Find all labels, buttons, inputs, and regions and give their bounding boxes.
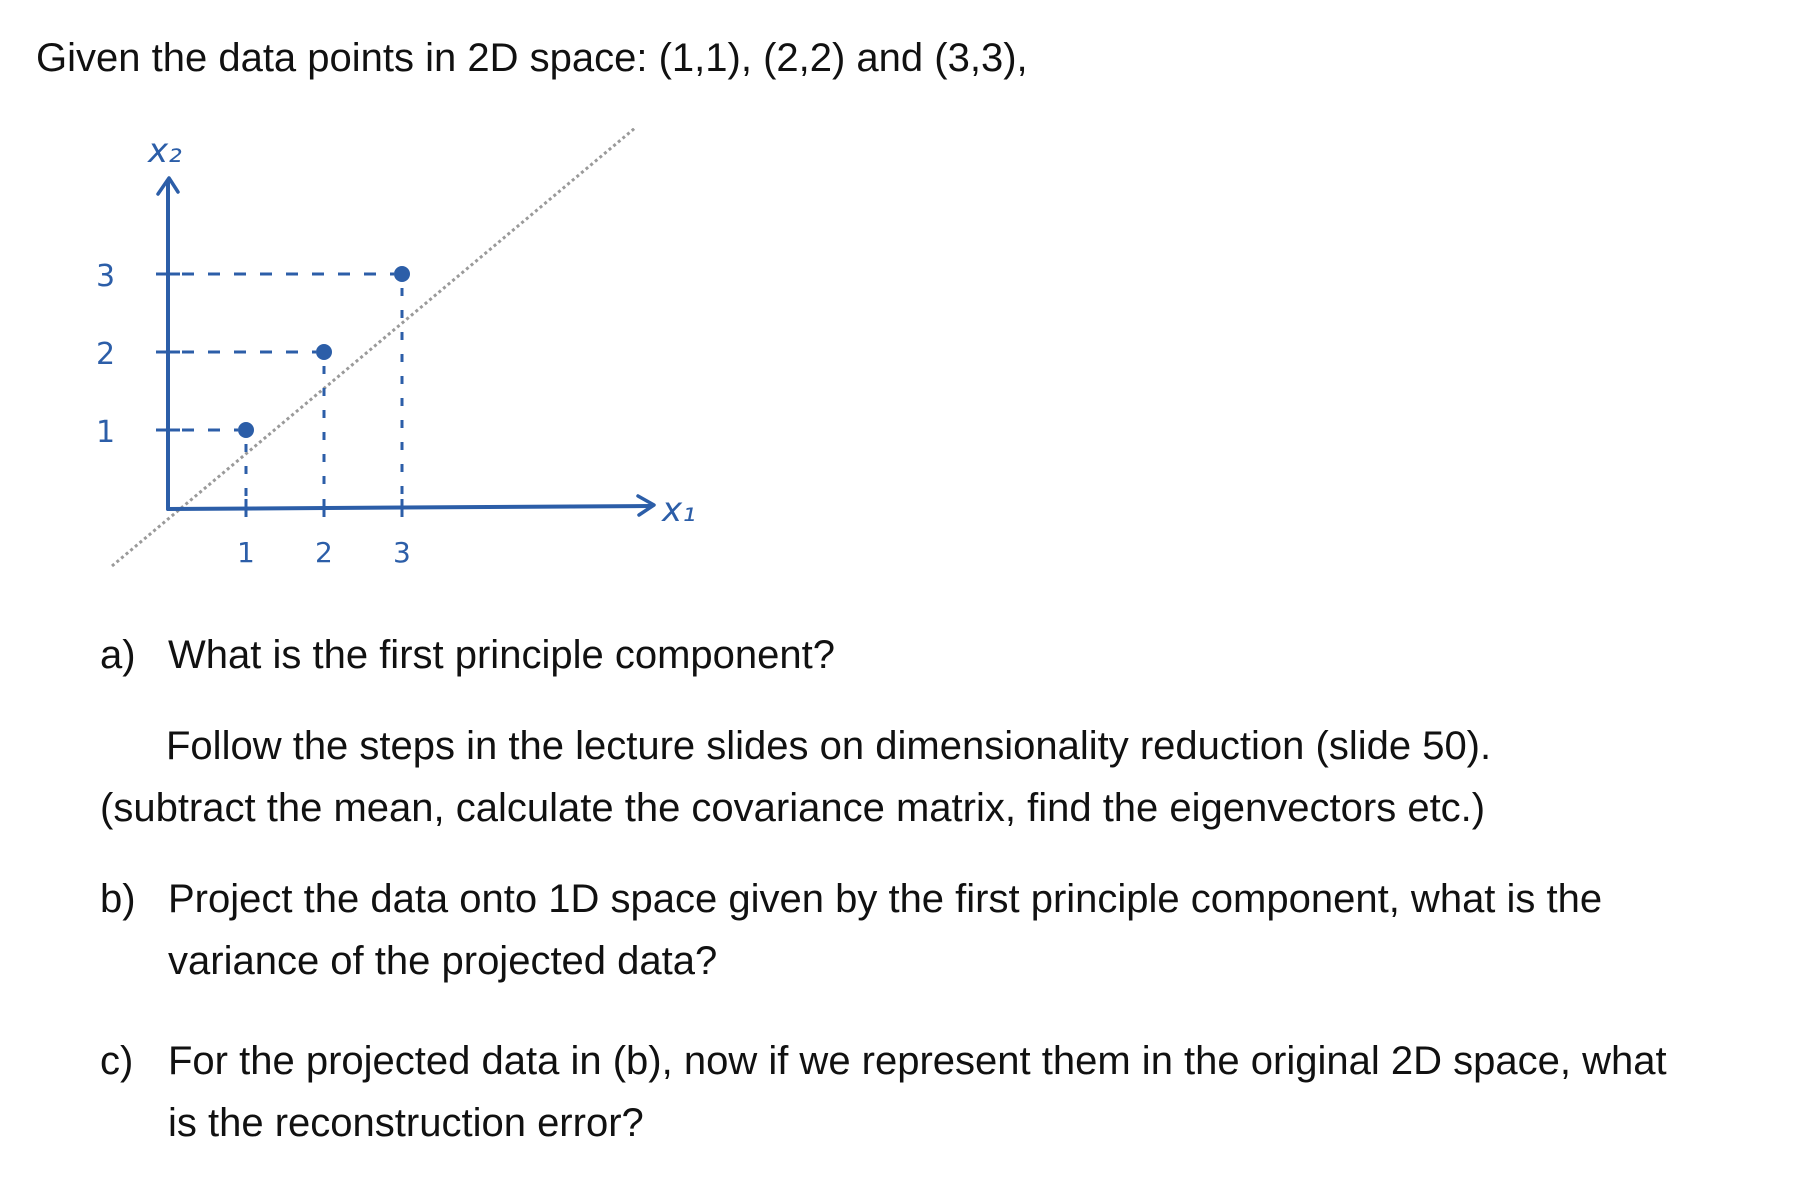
data-point-2-2 (316, 344, 332, 360)
question-b-line-2: variance of the projected data? (168, 939, 718, 983)
question-c-letter: c) (100, 1039, 134, 1083)
question-c-line-2: is the reconstruction error? (168, 1101, 644, 1145)
y-axis-label: x₂ (148, 131, 182, 171)
data-points-sketch (90, 128, 720, 588)
question-b-text (168, 868, 1602, 992)
question-a (100, 624, 835, 686)
x-tick-label-2: 2 (315, 536, 333, 569)
hint-line-1: Follow the steps in the lecture slides on dimensionality reduction (slide 50). (166, 724, 1492, 768)
x-tick-label-3: 3 (393, 536, 411, 569)
question-c (100, 1030, 1667, 1154)
question-c-line-1: For the projected data in (b), now if we represent them in the original 2D space, what (168, 1039, 1667, 1083)
hint-line-2: (subtract the mean, calculate the covariance matrix, find the eigenvectors etc.) (100, 786, 1486, 830)
y-tick-label-3: 3 (96, 259, 116, 294)
question-b-letter: b) (100, 877, 136, 921)
problem-intro: Given the data points in 2D space: (1,1), (2,2) and (3,3), (36, 36, 1028, 80)
x-tick-label-1: 1 (237, 536, 255, 569)
question-b (100, 868, 1602, 992)
question-a-letter: a) (100, 633, 136, 677)
y-tick-label-1: 1 (96, 415, 116, 450)
data-point-3-3 (394, 266, 410, 282)
data-point-1-1 (238, 422, 254, 438)
x-axis (168, 506, 650, 509)
question-c-text (168, 1030, 1667, 1154)
question-b-line-1: Project the data onto 1D space given by the first principle component, what is the (168, 877, 1603, 921)
diagonal-line (112, 128, 635, 566)
question-a-text: What is the first principle component? (168, 633, 835, 677)
y-tick-label-2: 2 (96, 337, 116, 372)
x-axis-label: x₁ (662, 490, 696, 530)
